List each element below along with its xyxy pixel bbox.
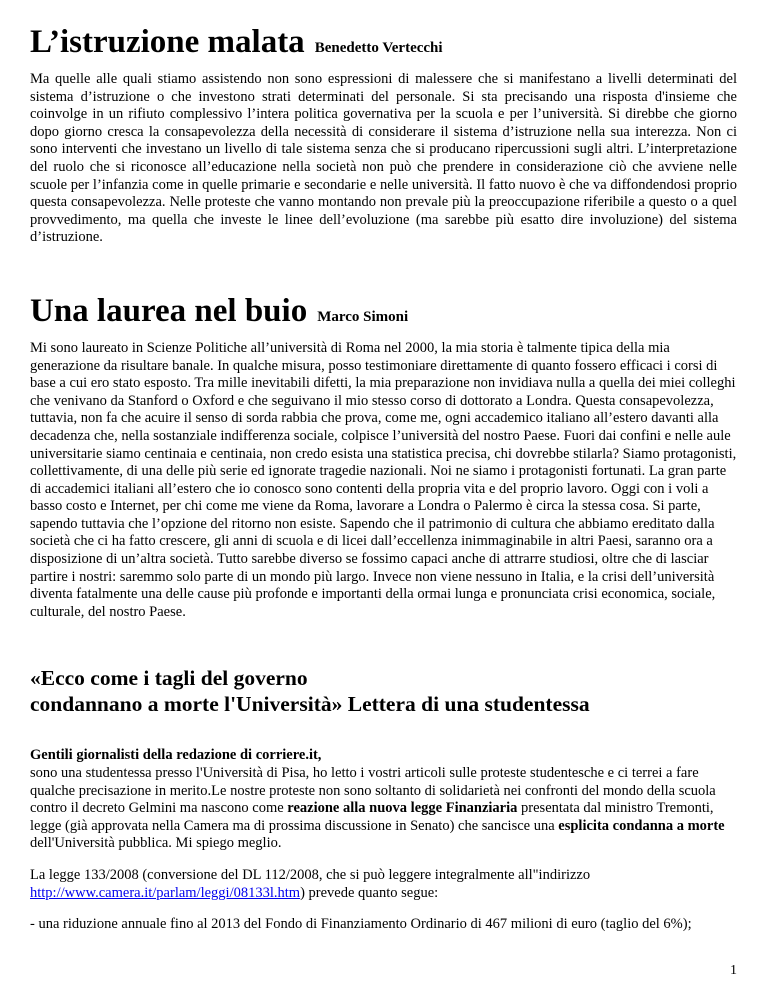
letter-title-line-1: «Ecco come i tagli del governo	[30, 666, 308, 691]
letter-paragraph-1	[30, 747, 737, 853]
letter-salutation: Gentili giornalisti della redazione di corriere.it,	[30, 747, 322, 764]
article-1-title: L’istruzione malata	[30, 24, 305, 60]
article-1-author: Benedetto Vertecchi	[314, 40, 443, 56]
letter-paragraph-2	[30, 867, 737, 902]
article-2-body: Mi sono laureato in Scienze Politiche all’università di Roma nel 2000, la mia storia è talmente tipica della mia generazione da risultare banale. In qualche misura, posso testimoniare direttamente di quanto fossero efficaci i corsi di base a cui ero stato esposto. Tra mille inevitabili difetti, la mia preparazione non invidiava nulla a quella dei miei colleghi che venivano da Stanford o Oxford e che seguivano il mio stesso corso di dottorato a Londra. Questa consapevolezza, tuttavia, non fa che acuire il senso di sorda rabbia che prova, come me, ogni accademico italiano all’estero davanti alla decadenza che, nella sostanziale indifferenza sociale, colpisce l’università del nostro Paese. Fuori dai confini e nelle aule universitarie siamo centinaia e centinaia, non credo esista una statistica precisa, chi dovrebbe stilarla? Siamo protagonisti, collettivamente, di una delle più serie ed ignorate tragedie nazionali. Noi ne siamo i protagonisti fortunati. La gran parte di accademici italiani all’estero che io conosco sono contenti della propria vita e del proprio lavoro. Oggi con i voli a basso costo e Internet, per chi come me viene da Roma, lavorare a Londra o Palermo è circa la stessa cosa. Si parte, sapendo tuttavia che l’opzione del ritorno non esiste. Sapendo che il patrimonio di cultura che abbiamo ereditato dalla società che ci ha fatto crescere, gli anni di scuola e di licei dall’eccellenza inimmaginabile in altri Paesi, saranno ora a disposizione di un’altra società. Tutto sarebbe diverso se fossimo capaci anche di attrarre studiosi, oltre che di lasciar partire i nostri: saremmo solo parte di un mondo più largo. Invece non viene nessuno in Italia, e la crisi dell’università diventa fatalmente una delle cause più profonde e importanti della ormai lunga e pronunciata crisi economica, sociale, culturale, del nostro Paese.	[30, 339, 737, 620]
page-number: 1	[730, 963, 737, 978]
letter-p1-text-c: dell'Università pubblica. Mi spiego meglio.	[30, 835, 282, 852]
letter-paragraph-3: - una riduzione annuale fino al 2013 del Fondo di Finanziamento Ordinario di 467 milioni di euro (taglio del 6%);	[30, 916, 692, 933]
letter-title	[30, 665, 737, 717]
article-2-author: Marco Simoni	[317, 308, 409, 325]
letter-p2-text-a: La legge 133/2008 (conversione del DL 112/2008, che si può leggere integralmente all"indirizzo	[30, 867, 591, 883]
letter-p1-bold-1: reazione alla nuova legge Finanziaria	[287, 800, 518, 817]
article-2-title: Una laurea nel buio	[30, 292, 308, 329]
letter-title-line-2: condannano a morte l'Università» Lettera di una studentessa	[30, 692, 590, 717]
article-1-header	[30, 24, 737, 61]
article-2-header	[30, 293, 737, 330]
law-link[interactable]: http://www.camera.it/parlam/leggi/08133l.htm	[30, 884, 301, 901]
letter-p1-text-a: sono una studentessa presso l'Università di Pisa, ho letto i vostri articoli sulle proteste studentesche e ci terrei a fare qualche precisazione in merito.Le nostre proteste non sono soltanto di solidarietà nei confronti del mondo della scuola contro il decreto Gelmini ma nascono come	[30, 765, 716, 817]
letter-p2-text-b: ) prevede quanto segue:	[300, 884, 439, 901]
letter-p1-text-b: presentata dal ministro Tremonti, legge (già approvata nella Camera ma di prossima discussione in Senato) che sancisce una	[30, 800, 714, 834]
document-page	[30, 24, 737, 934]
article-1-body: Ma quelle alle quali stiamo assistendo non sono espressioni di malessere che si manifestano a livelli determinati del sistema d’istruzione o che investono strati determinati del personale. Si sta precisando una risposta d'insieme che coinvolge in un rifiuto complessivo l’intera politica governativa per la scuola e per l’università. Si direbbe che giorno dopo giorno cresca la consapevolezza della necessità di considerare il sistema d’istruzione nella sua interezza. Non ci sono interventi che investano un livello di tale sistema senza che si producano ripercussioni sugli altri. L’interpretazione del ruolo che si riconosce all’educazione nella società non può che prendere in considerazione ciò che avviene nelle scuole per l’infanzia come in quelle primarie e secondarie e nelle università. Il fatto nuovo è che va diffondendosi proprio questa consapevolezza. Nelle proteste che vanno montando non prevale più la preoccupazione riferibile a questo o a quel provvedimento, ma quella che investe le linee dell’evoluzione (ma sarebbe più esatto dire involuzione) del sistema d’istruzione.	[30, 71, 737, 246]
letter-p1-bold-2: esplicita condanna a morte	[558, 817, 725, 834]
